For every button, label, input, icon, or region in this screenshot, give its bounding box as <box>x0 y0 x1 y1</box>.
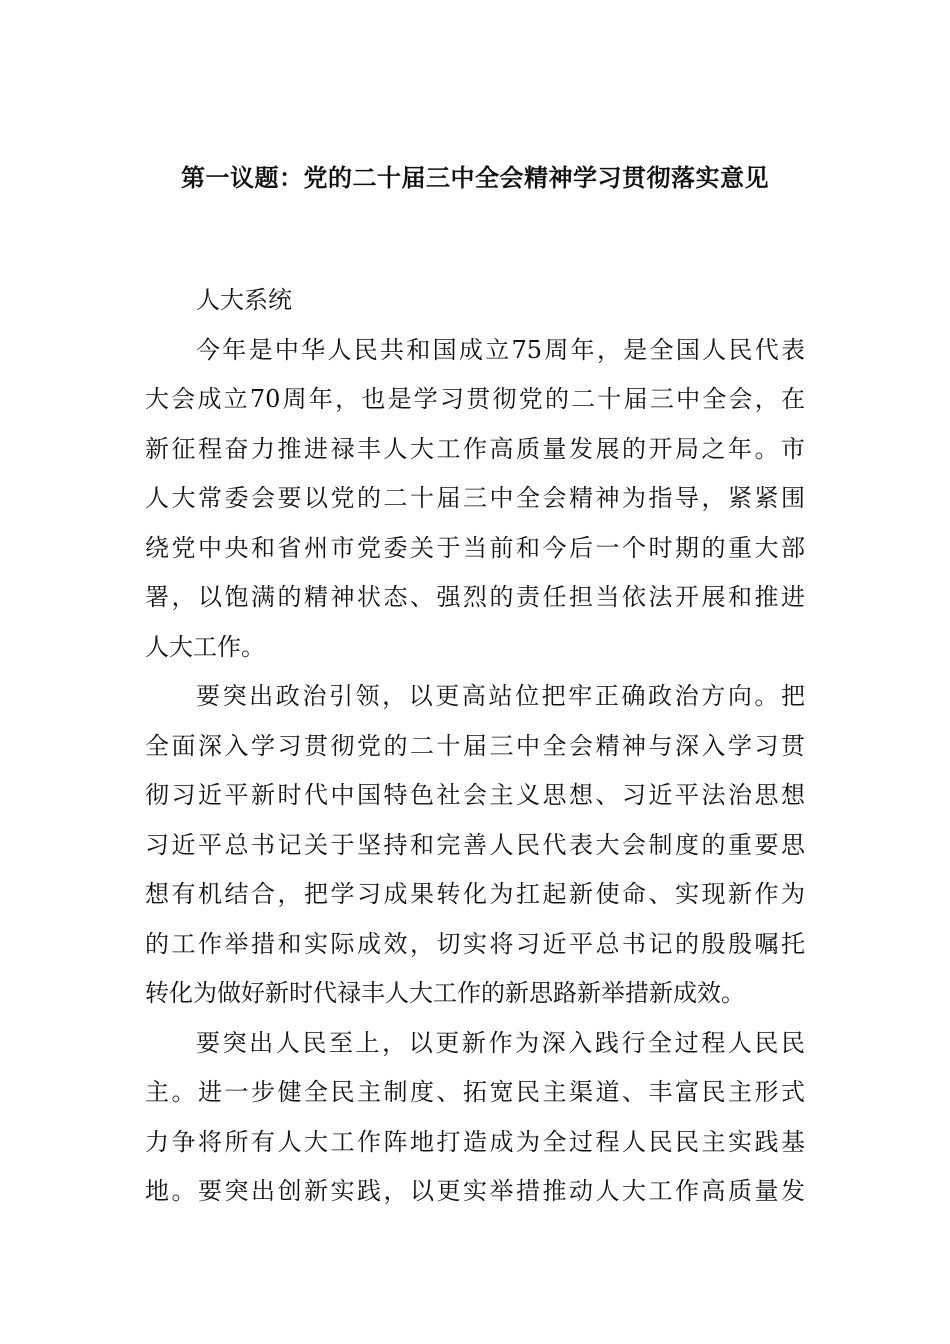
body-line: 彻习近平新时代中国特色社会主义思想、习近平法治思想 <box>145 781 805 809</box>
body-line: 要突出政治引领，以更高站位把牢正确政治方向。把 <box>196 682 805 710</box>
body-line: 主。进一步健全民主制度、拓宽民主渠道、丰富民主形式 <box>145 1078 805 1106</box>
body-line: 新征程奋力推进禄丰人大工作高质量发展的开局之年。市 <box>145 434 805 463</box>
body-line: 转化为做好新时代禄丰人大工作的新思路新举措新成效。 <box>145 979 745 1007</box>
body-line: 力争将所有人大工作阵地打造成为全过程人民民主实践基 <box>145 1127 805 1156</box>
body-line: 要突出人民至上，以更新作为深入践行全过程人民民 <box>196 1028 805 1057</box>
body-line: 大会成立70周年，也是学习贯彻党的二十届三中全会，在 <box>145 385 805 413</box>
body-line: 想有机结合，把学习成果转化为扛起新使命、实现新作为 <box>145 880 805 908</box>
body-line: 绕党中央和省州市党委关于当前和今后一个时期的重大部 <box>145 533 805 562</box>
body-line: 习近平总书记关于坚持和完善人民代表大会制度的重要思 <box>145 830 805 859</box>
document-body <box>145 276 805 1217</box>
body-line: 的工作举措和实际成效，切实将习近平总书记的殷殷嘱托 <box>145 929 805 958</box>
document-title: 第一议题：党的二十届三中全会精神学习贯彻落实意见 <box>181 163 769 192</box>
body-line: 署，以饱满的精神状态、强烈的责任担当依法开展和推进 <box>145 583 805 611</box>
body-line-organization: 人大系统 <box>196 286 292 314</box>
body-line: 人大常委会要以党的二十届三中全会精神为指导，紧紧围 <box>145 484 805 512</box>
body-line: 人大工作。 <box>145 632 265 661</box>
body-line: 地。要突出创新实践，以更实举措推动人大工作高质量发 <box>145 1177 805 1205</box>
body-line: 全面深入学习贯彻党的二十届三中全会精神与深入学习贯 <box>145 731 805 760</box>
body-line: 今年是中华人民共和国成立75周年，是全国人民代表 <box>196 335 805 364</box>
